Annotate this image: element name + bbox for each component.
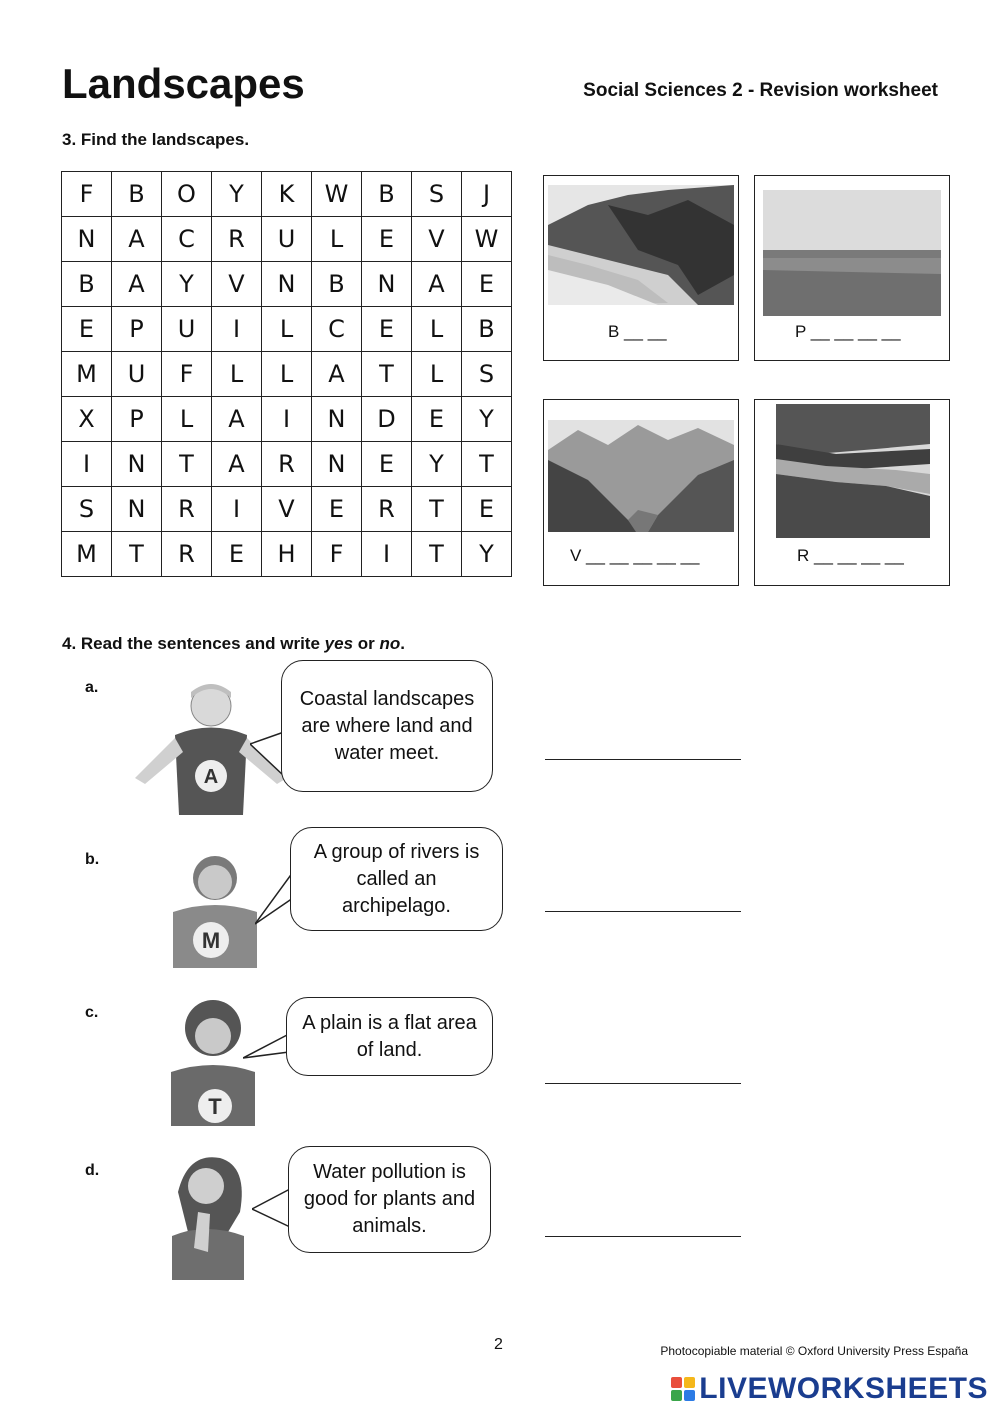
- picture-label-valley[interactable]: V __ __ __ __ __: [570, 546, 700, 565]
- grid-cell[interactable]: E: [462, 262, 512, 307]
- grid-cell[interactable]: L: [412, 352, 462, 397]
- grid-cell[interactable]: P: [112, 307, 162, 352]
- grid-cell[interactable]: C: [312, 307, 362, 352]
- grid-cell[interactable]: Y: [412, 442, 462, 487]
- speech-bubble-b: A group of rivers is called an archipelago.: [290, 827, 503, 931]
- grid-row: [62, 262, 512, 307]
- grid-cell[interactable]: W: [462, 217, 512, 262]
- grid-cell[interactable]: B: [312, 262, 362, 307]
- grid-cell[interactable]: A: [212, 397, 262, 442]
- grid-cell[interactable]: W: [312, 172, 362, 217]
- grid-cell[interactable]: U: [262, 217, 312, 262]
- grid-cell[interactable]: S: [462, 352, 512, 397]
- grid-cell[interactable]: R: [362, 487, 412, 532]
- logo-square-3: [671, 1390, 682, 1401]
- yes-word: yes: [324, 634, 354, 653]
- grid-cell[interactable]: Y: [462, 397, 512, 442]
- grid-cell[interactable]: I: [212, 487, 262, 532]
- grid-cell[interactable]: B: [462, 307, 512, 352]
- grid-cell[interactable]: S: [62, 487, 112, 532]
- speech-tail-d: [252, 1185, 292, 1235]
- grid-row: [62, 172, 512, 217]
- grid-cell[interactable]: F: [162, 352, 212, 397]
- speech-bubble-d: Water pollution is good for plants and animals.: [288, 1146, 491, 1253]
- grid-cell[interactable]: A: [112, 262, 162, 307]
- picture-label-river[interactable]: R __ __ __ __: [797, 546, 904, 565]
- section-4-heading-text: 4. Read the sentences and write: [62, 634, 325, 653]
- grid-cell[interactable]: X: [62, 397, 112, 442]
- answer-line-a[interactable]: [545, 759, 741, 760]
- logo-square-1: [671, 1377, 682, 1388]
- grid-cell[interactable]: R: [162, 487, 212, 532]
- item-d-letter: d.: [85, 1162, 100, 1179]
- copyright-notice: Photocopiable material © Oxford University Press España: [660, 1344, 968, 1358]
- grid-cell[interactable]: V: [212, 262, 262, 307]
- item-b-letter: b.: [85, 851, 100, 868]
- logo-square-4: [684, 1390, 695, 1401]
- grid-cell[interactable]: L: [212, 352, 262, 397]
- grid-cell[interactable]: I: [262, 397, 312, 442]
- grid-cell[interactable]: N: [262, 262, 312, 307]
- grid-cell[interactable]: T: [162, 442, 212, 487]
- badge-m: M: [201, 928, 221, 953]
- grid-cell[interactable]: A: [212, 442, 262, 487]
- liveworksheets-brand-text: LIVEWORKSHEETS: [699, 1372, 988, 1405]
- grid-cell[interactable]: V: [412, 217, 462, 262]
- grid-cell[interactable]: N: [312, 397, 362, 442]
- liveworksheets-logo: [671, 1372, 988, 1406]
- section-4-heading: [62, 634, 405, 654]
- picture-card-plain: [754, 175, 950, 361]
- grid-cell[interactable]: E: [462, 487, 512, 532]
- grid-cell[interactable]: B: [362, 172, 412, 217]
- grid-cell[interactable]: R: [212, 217, 262, 262]
- grid-cell[interactable]: D: [362, 397, 412, 442]
- grid-cell[interactable]: N: [112, 442, 162, 487]
- page-number: 2: [494, 1336, 503, 1353]
- or-word: or: [353, 634, 380, 653]
- speech-bubble-a: Coastal landscapes are where land and water meet.: [281, 660, 493, 792]
- badge-t: T: [208, 1094, 222, 1119]
- grid-cell[interactable]: S: [412, 172, 462, 217]
- grid-cell[interactable]: V: [262, 487, 312, 532]
- grid-cell[interactable]: C: [162, 217, 212, 262]
- grid-cell[interactable]: U: [112, 352, 162, 397]
- item-a-letter: a.: [85, 679, 99, 696]
- grid-cell[interactable]: T: [412, 532, 462, 577]
- grid-cell[interactable]: L: [412, 307, 462, 352]
- grid-cell[interactable]: Y: [212, 172, 262, 217]
- answer-line-d[interactable]: [545, 1236, 741, 1237]
- badge-a: A: [203, 766, 219, 788]
- speech-tail-b: [255, 868, 295, 928]
- grid-cell[interactable]: E: [62, 307, 112, 352]
- picture-card-river: [754, 399, 950, 586]
- grid-row: [62, 487, 512, 532]
- section-3-heading: 3. Find the landscapes.: [62, 130, 250, 149]
- grid-cell[interactable]: A: [112, 217, 162, 262]
- grid-cell[interactable]: I: [212, 307, 262, 352]
- grid-cell[interactable]: H: [262, 532, 312, 577]
- valley-photo: [548, 420, 734, 532]
- boy-m-illustration: [163, 848, 263, 968]
- picture-card-bay: [543, 175, 739, 361]
- grid-cell[interactable]: L: [312, 217, 362, 262]
- grid-cell[interactable]: M: [62, 352, 112, 397]
- picture-card-valley: [543, 399, 739, 586]
- river-photo: [776, 404, 930, 538]
- coastal-cliff-photo: [548, 185, 734, 305]
- grid-cell[interactable]: A: [412, 262, 462, 307]
- grid-cell[interactable]: T: [412, 487, 462, 532]
- no-word: no: [379, 634, 401, 653]
- answer-line-b[interactable]: [545, 911, 741, 912]
- grid-cell[interactable]: E: [312, 487, 362, 532]
- girl-illustration: [158, 1152, 254, 1280]
- grid-cell[interactable]: B: [112, 172, 162, 217]
- answer-line-c[interactable]: [545, 1083, 741, 1084]
- grid-cell[interactable]: B: [62, 262, 112, 307]
- item-c-letter: c.: [85, 1004, 99, 1021]
- grid-cell[interactable]: Y: [162, 262, 212, 307]
- page-title: Landscapes: [62, 60, 305, 107]
- grid-cell[interactable]: U: [162, 307, 212, 352]
- grid-cell[interactable]: T: [462, 442, 512, 487]
- grid-cell[interactable]: E: [412, 397, 462, 442]
- grid-cell[interactable]: R: [162, 532, 212, 577]
- grid-cell[interactable]: F: [312, 532, 362, 577]
- grid-cell[interactable]: E: [362, 307, 412, 352]
- speech-bubble-c: A plain is a flat area of land.: [286, 997, 493, 1076]
- grid-cell[interactable]: L: [262, 307, 312, 352]
- grid-cell[interactable]: L: [262, 352, 312, 397]
- grid-cell[interactable]: E: [362, 442, 412, 487]
- grid-row: [62, 352, 512, 397]
- grid-cell[interactable]: K: [262, 172, 312, 217]
- heading-period: .: [400, 634, 405, 653]
- grid-row: [62, 532, 512, 577]
- grid-row: [62, 217, 512, 262]
- grid-row: [62, 442, 512, 487]
- grid-cell[interactable]: L: [162, 397, 212, 442]
- grid-cell[interactable]: T: [112, 532, 162, 577]
- grid-cell[interactable]: R: [262, 442, 312, 487]
- page-subtitle: Social Sciences 2 - Revision worksheet: [583, 80, 938, 101]
- liveworksheets-logo-icon: [671, 1377, 695, 1401]
- picture-label-bay[interactable]: B __ __: [608, 322, 667, 341]
- grid-cell[interactable]: O: [162, 172, 212, 217]
- grid-cell[interactable]: T: [362, 352, 412, 397]
- grid-row: [62, 397, 512, 442]
- grid-cell[interactable]: I: [62, 442, 112, 487]
- grid-cell[interactable]: N: [62, 217, 112, 262]
- grid-cell[interactable]: P: [112, 397, 162, 442]
- grid-cell[interactable]: N: [112, 487, 162, 532]
- logo-square-2: [684, 1377, 695, 1388]
- grid-cell[interactable]: E: [362, 217, 412, 262]
- grid-cell[interactable]: Y: [462, 532, 512, 577]
- grid-row: [62, 307, 512, 352]
- grid-cell[interactable]: I: [362, 532, 412, 577]
- word-search-grid[interactable]: [61, 171, 512, 577]
- grid-cell[interactable]: F: [62, 172, 112, 217]
- grid-cell[interactable]: E: [212, 532, 262, 577]
- grid-cell[interactable]: N: [362, 262, 412, 307]
- grid-cell[interactable]: A: [312, 352, 362, 397]
- grid-cell[interactable]: N: [312, 442, 362, 487]
- picture-label-plain[interactable]: P __ __ __ __: [795, 322, 901, 341]
- plain-photo: [763, 190, 941, 316]
- grid-cell[interactable]: M: [62, 532, 112, 577]
- grid-cell[interactable]: J: [462, 172, 512, 217]
